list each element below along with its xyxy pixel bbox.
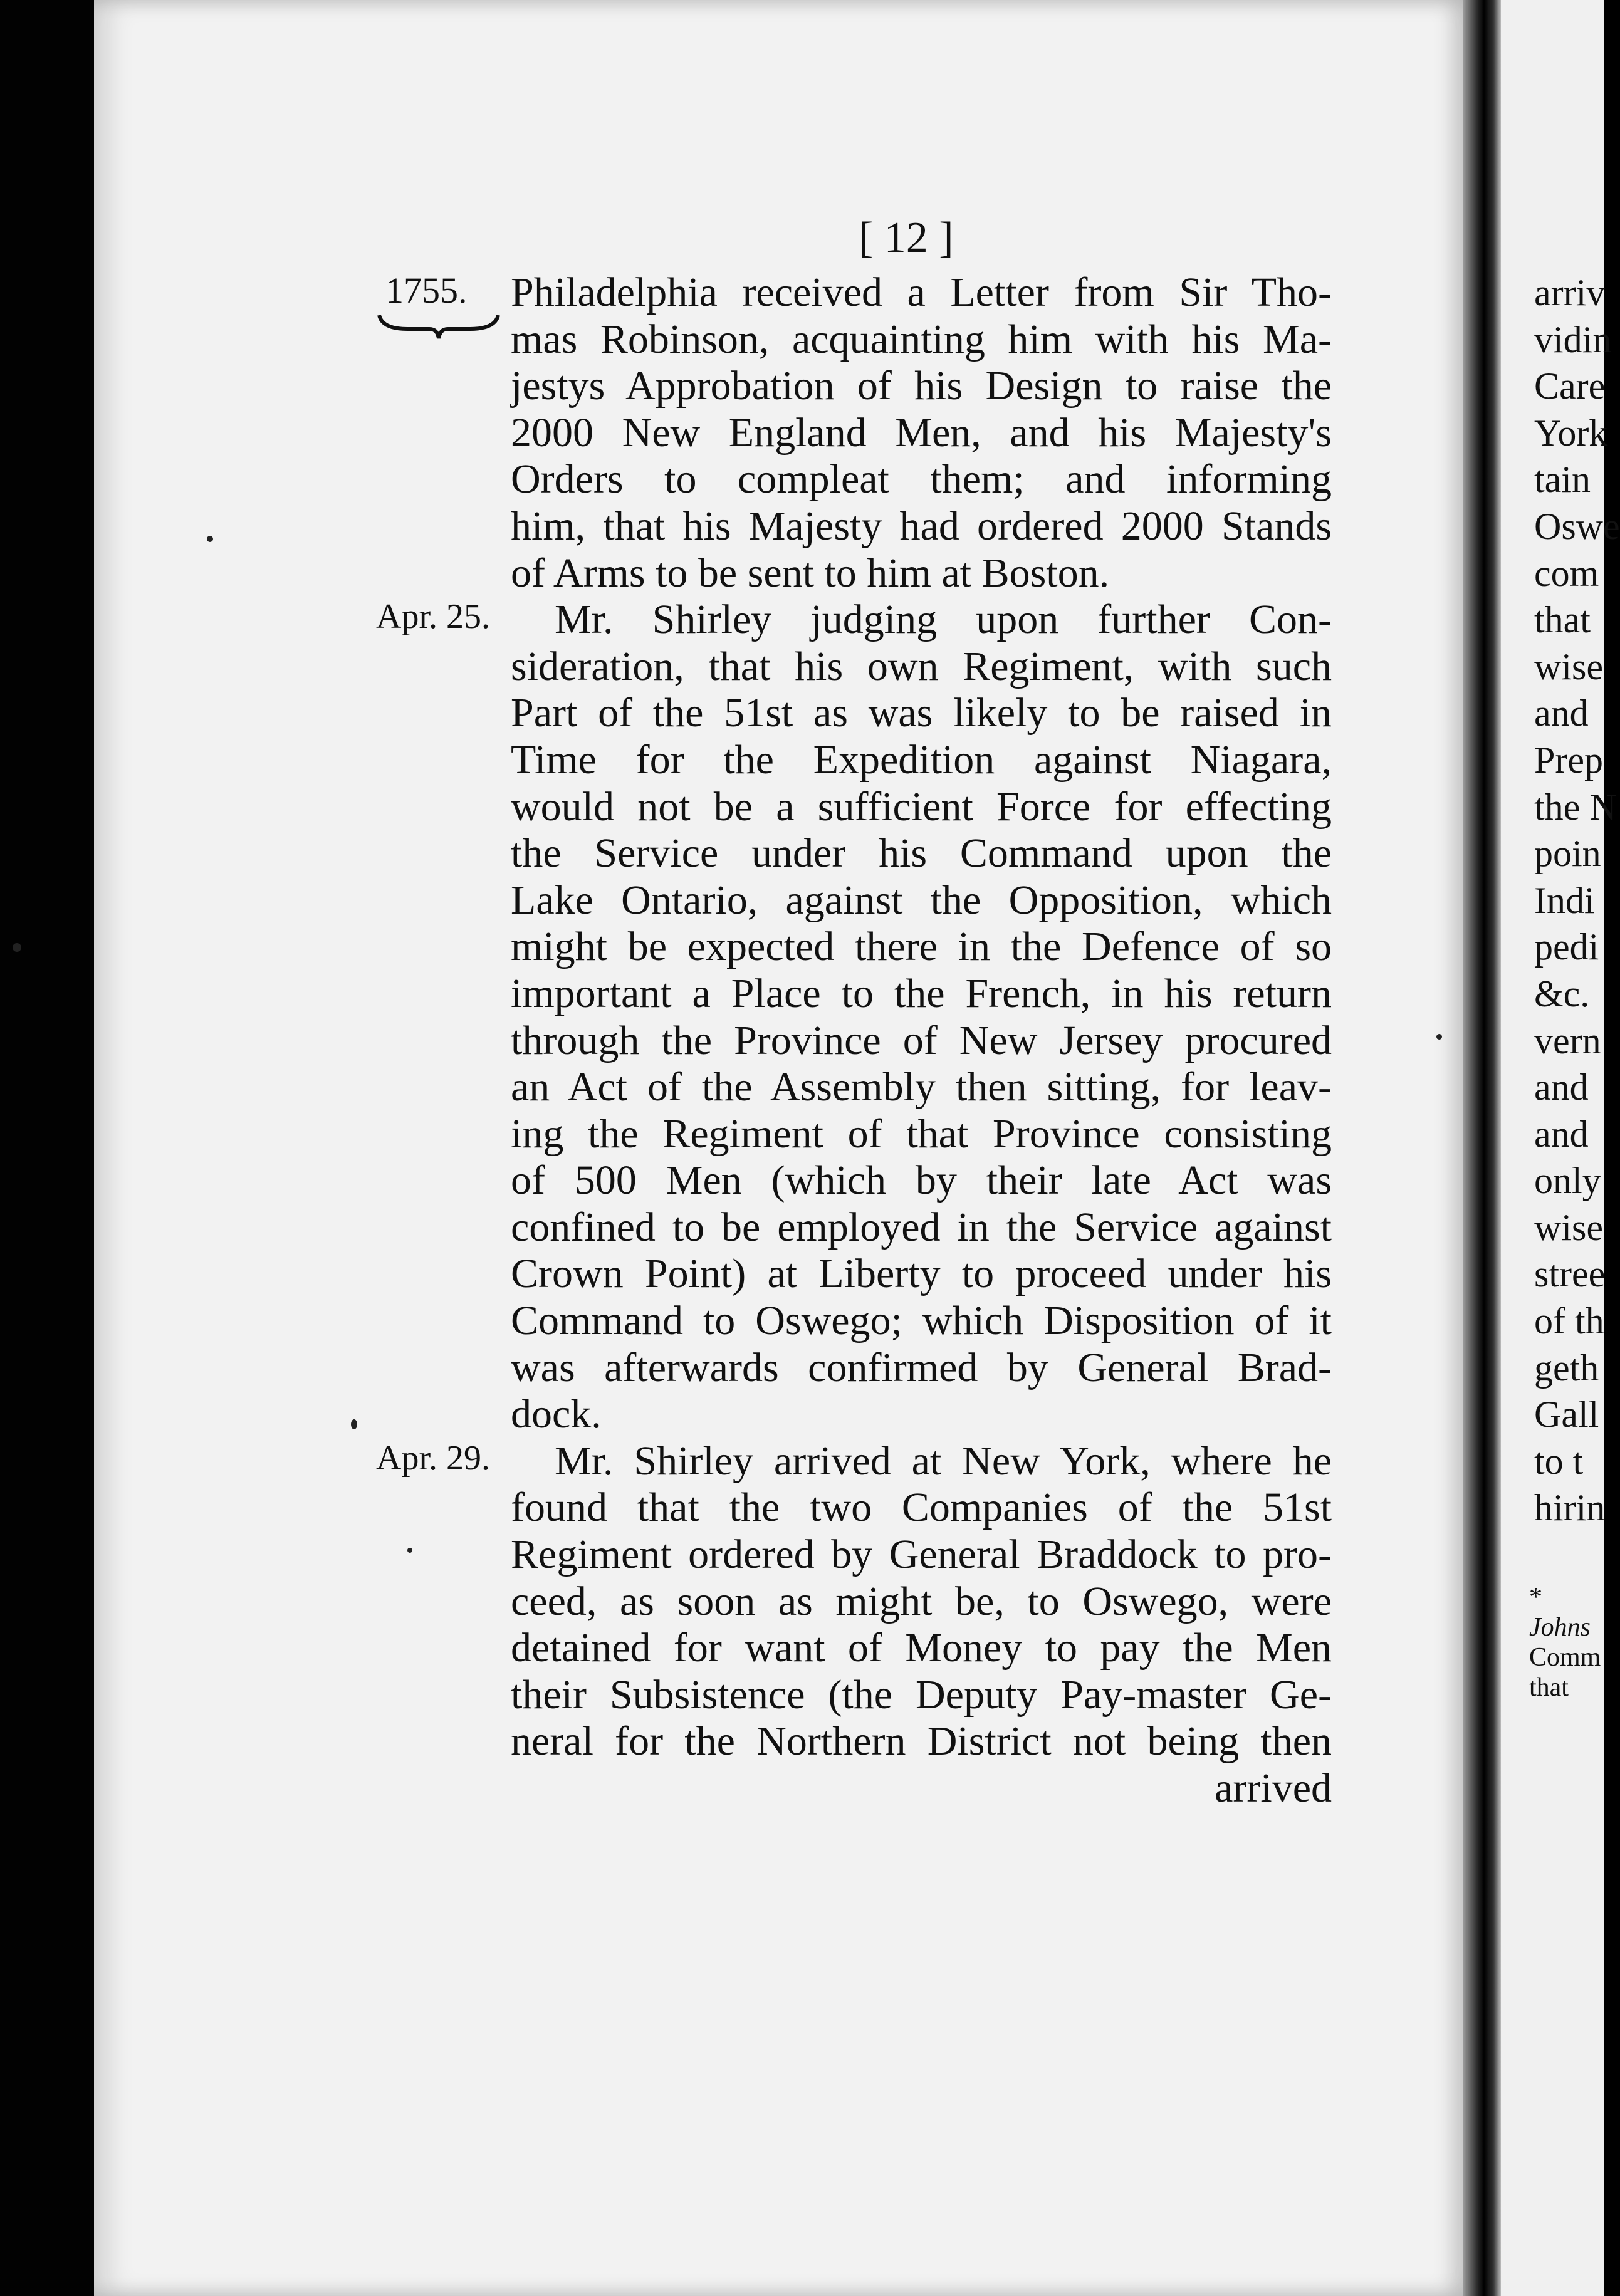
fragment-line: Prep (1534, 739, 1603, 781)
fragment-line: vern (1534, 1020, 1601, 1062)
text-line: Philadelphia received a Letter from Sir Tho- (511, 269, 1332, 315)
footnote-line: * (1529, 1583, 1542, 1612)
fragment-line: &c. (1534, 973, 1590, 1015)
fragment-line: tain (1534, 459, 1591, 501)
text-line: Mr. Shirley judging upon further Con- (555, 597, 1332, 643)
text-line: detained for want of Money to pay the Men (511, 1625, 1332, 1671)
margin-date-apr-25: Apr. 25. (376, 597, 490, 636)
paragraph-1 (511, 269, 1332, 597)
text-line: Command to Oswego; which Disposition of it (511, 1298, 1332, 1344)
text-line: Part of the 51st as was likely to be raised in (511, 690, 1332, 736)
text-line: through the Province of New Jersey procured (511, 1017, 1332, 1063)
text-line: would not be a sufficient Force for effecting (511, 783, 1332, 830)
ink-speck (351, 1419, 357, 1429)
text-line: mas Robinson, acquainting him with his Ma- (511, 316, 1332, 362)
text-line: neral for the Northern District not being then (511, 1718, 1332, 1765)
text-line: confined to be employed in the Service against (511, 1204, 1332, 1250)
text-line: an Act of the Assembly then sitting, for leav- (511, 1064, 1332, 1110)
text-line: ceed, as soon as might be, to Oswego, were (511, 1578, 1332, 1624)
fragment-line: poin (1534, 833, 1601, 875)
text-line: ing the Regiment of that Province consisting (511, 1110, 1332, 1157)
text-line: Time for the Expedition against Niagara, (511, 736, 1332, 783)
fragment-line: wise (1534, 645, 1603, 687)
next-page-footnote (1529, 1582, 1601, 1703)
ink-speck (1436, 1034, 1442, 1040)
fragment-line: arriv (1534, 272, 1606, 313)
margin-year: 1755. (385, 270, 468, 311)
footnote-line: that (1529, 1673, 1569, 1702)
margin-date-apr-29: Apr. 29. (376, 1439, 490, 1478)
text-line: of Arms to be sent to him at Boston. (511, 550, 1110, 596)
fragment-line: Care (1534, 365, 1606, 407)
book-gutter (1463, 0, 1501, 2296)
text-line: sideration, that his own Regiment, with such (511, 643, 1332, 689)
text-line: him, that his Majesty had ordered 2000 Stands (511, 503, 1332, 549)
fragment-line: hirin (1534, 1487, 1606, 1529)
fragment-line: and (1534, 1113, 1589, 1155)
page-number: [ 12 ] (859, 214, 954, 262)
text-line: Lake Ontario, against the Opposition, which (511, 877, 1332, 923)
fragment-line: vidin (1534, 318, 1612, 360)
next-page-fragments (1534, 269, 1620, 1532)
margin-brace-icon (376, 310, 501, 342)
ink-speck (207, 536, 213, 542)
fragment-line: wise (1534, 1206, 1603, 1248)
fragment-line: Oswe (1534, 505, 1620, 547)
text-line: Crown Point) at Liberty to proceed under his (511, 1251, 1332, 1297)
text-line: found that the two Companies of the 51st (511, 1485, 1332, 1531)
footnote-line: Johns (1529, 1613, 1591, 1642)
fragment-line: stree (1534, 1253, 1606, 1295)
text-line: might be expected there in the Defence of so (511, 924, 1332, 970)
text-line: jestys Approbation of his Design to raise the (511, 363, 1332, 409)
paragraph-2 (511, 597, 1332, 1438)
fragment-line: of th (1534, 1300, 1604, 1342)
fragment-line: and (1534, 1067, 1589, 1109)
ink-speck (407, 1548, 412, 1553)
text-line: dock. (511, 1391, 602, 1438)
fragment-line: York (1534, 412, 1608, 454)
text-line: was afterwards confirmed by General Brad- (511, 1344, 1332, 1391)
fragment-line: only (1534, 1160, 1601, 1202)
fragment-line: Gall (1534, 1394, 1599, 1436)
text-line: important a Place to the French, in his return (511, 970, 1332, 1016)
fragment-line: that (1534, 599, 1591, 641)
text-line: of 500 Men (which by their late Act was (511, 1157, 1332, 1204)
text-line: their Subsistence (the Deputy Pay-master Ge- (511, 1671, 1332, 1718)
text-line: Regiment ordered by General Braddock to pro- (511, 1532, 1332, 1578)
fragment-line: to t (1534, 1440, 1584, 1482)
fragment-line: com (1534, 552, 1599, 594)
footnote-line: Comm (1529, 1643, 1601, 1672)
fragment-line: the N (1534, 786, 1617, 828)
ink-speck (13, 943, 21, 952)
catchword: arrived (1215, 1765, 1332, 1811)
fragment-line: and (1534, 692, 1589, 734)
fragment-line: pedi (1534, 926, 1599, 968)
text-line: 2000 New England Men, and his Majesty's (511, 409, 1332, 456)
fragment-line: geth (1534, 1347, 1599, 1389)
body-text (511, 269, 1332, 1812)
paragraph-3 (511, 1438, 1332, 1765)
text-line: Mr. Shirley arrived at New York, where he (555, 1438, 1332, 1484)
text-line: the Service under his Command upon the (511, 830, 1332, 877)
fragment-line: Indi (1534, 879, 1595, 921)
text-line: Orders to compleat them; and informing (511, 456, 1332, 503)
